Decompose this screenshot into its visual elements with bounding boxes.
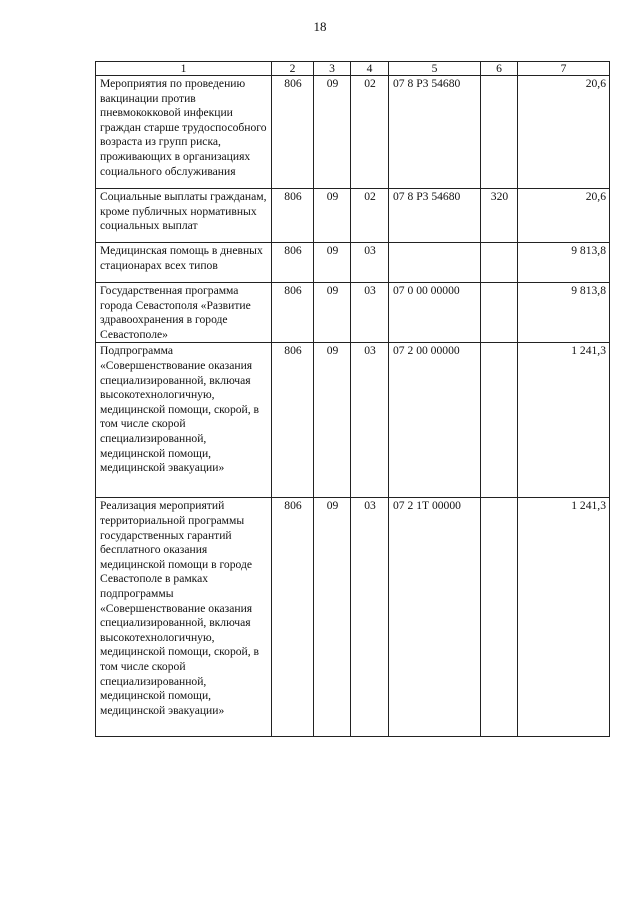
row-expense-type bbox=[481, 343, 518, 498]
row-grbs: 806 bbox=[272, 343, 314, 498]
row-grbs: 806 bbox=[272, 243, 314, 283]
row-target-article: 07 8 Р3 54680 bbox=[389, 76, 481, 189]
row-expense-type bbox=[481, 76, 518, 189]
row-sum: 20,6 bbox=[518, 76, 610, 189]
budget-table bbox=[95, 61, 610, 737]
table-row bbox=[96, 498, 610, 737]
table-row bbox=[96, 189, 610, 243]
row-section: 09 bbox=[314, 498, 351, 737]
row-subsection: 03 bbox=[351, 343, 389, 498]
row-name: Реализация мероприятий территориальной программы государственных гарантий бесплатного оказания медицинской помощи в городе Севастополе в рамках подпрограммы «Совершенствование оказания специализированной, включая высокотехнологичную, медицинской помощи, скорой, в том числе скорой специализированной, медицинской помощи, медицинской эвакуации» bbox=[96, 498, 272, 737]
table-header-row bbox=[96, 62, 610, 76]
column-header: 7 bbox=[518, 62, 610, 76]
row-target-article: 07 0 00 00000 bbox=[389, 283, 481, 343]
column-header: 6 bbox=[481, 62, 518, 76]
row-target-article: 07 2 1Т 00000 bbox=[389, 498, 481, 737]
column-header: 5 bbox=[389, 62, 481, 76]
row-subsection: 02 bbox=[351, 189, 389, 243]
row-target-article bbox=[389, 243, 481, 283]
row-subsection: 03 bbox=[351, 283, 389, 343]
column-header: 2 bbox=[272, 62, 314, 76]
table-row bbox=[96, 76, 610, 189]
row-sum: 20,6 bbox=[518, 189, 610, 243]
row-subsection: 02 bbox=[351, 76, 389, 189]
column-header: 3 bbox=[314, 62, 351, 76]
column-header: 4 bbox=[351, 62, 389, 76]
row-subsection: 03 bbox=[351, 498, 389, 737]
page-number: 18 bbox=[313, 19, 327, 34]
row-section: 09 bbox=[314, 189, 351, 243]
row-sum: 9 813,8 bbox=[518, 283, 610, 343]
row-name: Медицинская помощь в дневных стационарах всех типов bbox=[96, 243, 272, 283]
table-row bbox=[96, 283, 610, 343]
row-target-article: 07 8 Р3 54680 bbox=[389, 189, 481, 243]
row-sum: 1 241,3 bbox=[518, 343, 610, 498]
row-section: 09 bbox=[314, 283, 351, 343]
row-section: 09 bbox=[314, 343, 351, 498]
row-expense-type bbox=[481, 243, 518, 283]
row-grbs: 806 bbox=[272, 498, 314, 737]
row-expense-type bbox=[481, 283, 518, 343]
row-expense-type: 320 bbox=[481, 189, 518, 243]
row-target-article: 07 2 00 00000 bbox=[389, 343, 481, 498]
row-name: Социальные выплаты гражданам, кроме публичных нормативных социальных выплат bbox=[96, 189, 272, 243]
row-subsection: 03 bbox=[351, 243, 389, 283]
row-name: Мероприятия по проведению вакцинации против пневмококковой инфекции граждан старше трудоспособного возраста из групп риска, проживающих в организациях социального обслуживания bbox=[96, 76, 272, 189]
row-section: 09 bbox=[314, 76, 351, 189]
row-grbs: 806 bbox=[272, 76, 314, 189]
row-section: 09 bbox=[314, 243, 351, 283]
row-sum: 9 813,8 bbox=[518, 243, 610, 283]
row-expense-type bbox=[481, 498, 518, 737]
table-row bbox=[96, 243, 610, 283]
row-sum: 1 241,3 bbox=[518, 498, 610, 737]
row-name: Государственная программа города Севастополя «Развитие здравоохранения в городе Севастополе» bbox=[96, 283, 272, 343]
row-name: Подпрограмма «Совершенствование оказания специализированной, включая высокотехнологичную, медицинской помощи, скорой, в том числе скорой специализированной, медицинской помощи, медицинской эвакуации» bbox=[96, 343, 272, 498]
column-header: 1 bbox=[96, 62, 272, 76]
row-grbs: 806 bbox=[272, 283, 314, 343]
row-grbs: 806 bbox=[272, 189, 314, 243]
table-row bbox=[96, 343, 610, 498]
